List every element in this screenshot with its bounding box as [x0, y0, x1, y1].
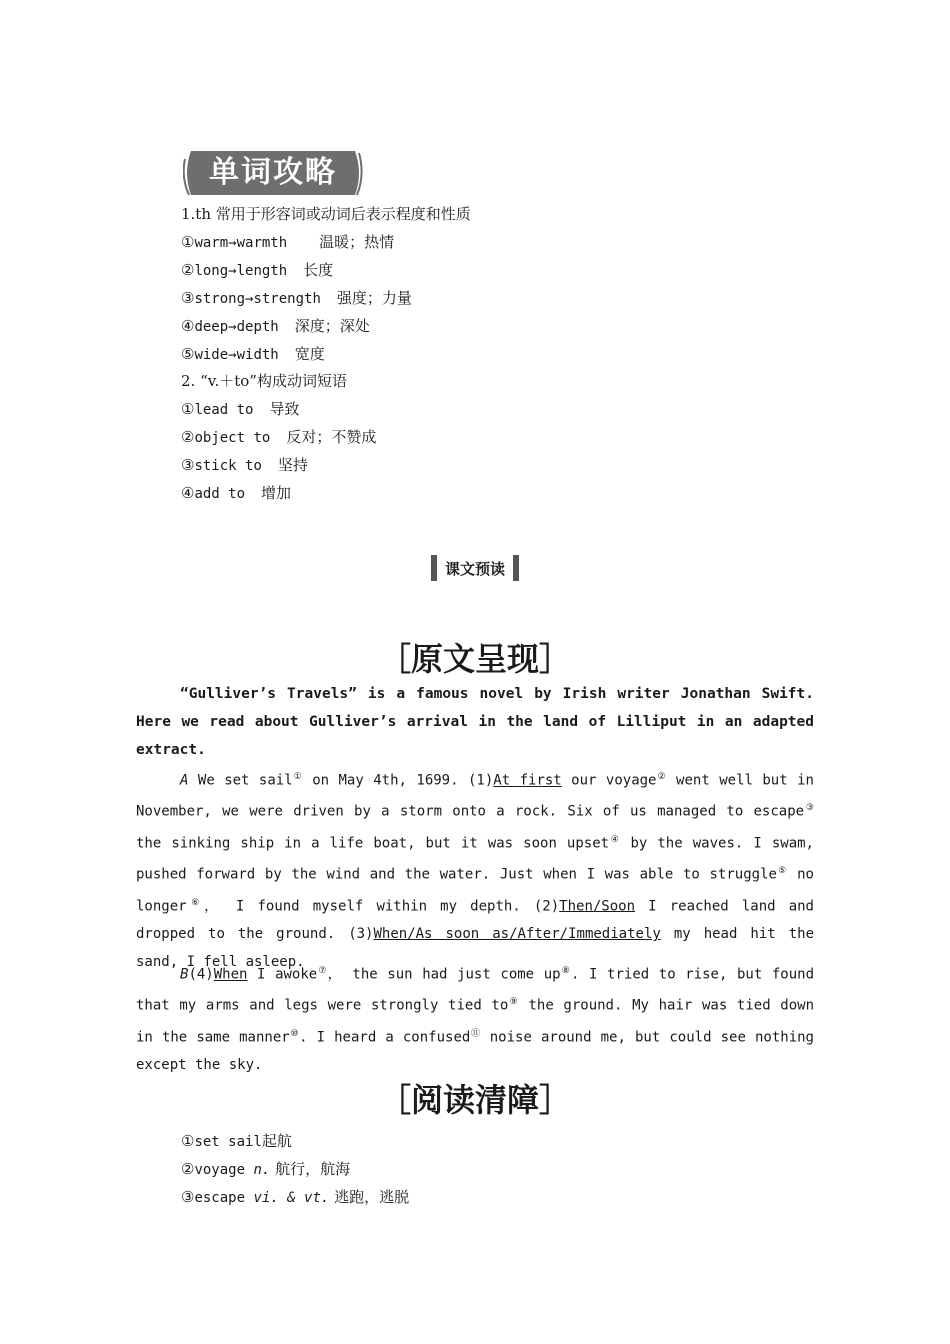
paragraph-label: A [180, 772, 189, 789]
footnote-marker: ② [656, 772, 667, 782]
footnote-marker: ⑦ [317, 966, 328, 976]
section-tag [0, 555, 950, 581]
heading-reading-notes: ［阅读清障］ [378, 1081, 571, 1119]
intro-paragraph [136, 681, 814, 764]
footnote-marker: ⑪ [470, 1028, 481, 1039]
vocab-item [181, 231, 394, 252]
text-run: We set sail [188, 772, 293, 789]
paragraph-b [136, 958, 814, 1080]
vocab-meaning: 强度；力量 [336, 289, 412, 307]
intro-text: “Gulliver’s Travels” is a famous novel by Irish writer Jonathan Swift. Here we read about Gulliver’s arrival in the land of Lilliput in an adapted extract. [136, 686, 814, 758]
footnote-marker: ③ [804, 803, 814, 814]
text-run: I awoke [247, 966, 318, 983]
text-run: ， the sun had just come up [327, 966, 561, 983]
footnote-marker: ⑥ [186, 897, 205, 908]
note-word: escape [194, 1190, 254, 1206]
text-run: the sinking ship in a life boat, but it was soon upset [136, 835, 610, 852]
text-run: the ground. My hair was tied down in the same manner [136, 998, 814, 1046]
note-pos: vi. & vt. [253, 1190, 330, 1206]
vocab-pair: strong→strength [194, 291, 321, 307]
text-run: . I heard a confused [299, 1029, 471, 1046]
footnote-marker: ⑧ [560, 966, 571, 976]
vocab-item [181, 287, 412, 308]
text-run: ， I found myself within my depth. (2) [204, 898, 560, 915]
answer-blank: At first [493, 772, 562, 789]
text-run: on May 4th, 1699. (1) [302, 772, 494, 789]
vocab-item [181, 482, 291, 503]
tag-bar-left [431, 555, 437, 581]
vocab-pair: lead to [194, 402, 254, 418]
text-run: our voyage [561, 772, 657, 789]
vocab-num: ① [181, 233, 195, 251]
footnote-marker: ① [292, 772, 303, 782]
vocab-pair: wide→width [194, 347, 279, 363]
vocab-num: ⑤ [181, 345, 195, 363]
vocab-num: ② [181, 261, 195, 279]
note-item [181, 1130, 292, 1151]
vocab-meaning: 温暖；热情 [319, 233, 395, 251]
note-num: ① [181, 1132, 195, 1150]
vocab-meaning: 导致 [269, 400, 300, 418]
vocab-num: ③ [181, 289, 195, 307]
vocab-num: ④ [181, 317, 195, 335]
text-run: noise around me, but could see nothing except the sky. [136, 1029, 814, 1074]
note-item [181, 1158, 350, 1179]
section-tag-label: 课文预读 [444, 559, 505, 578]
text-run: went well but in November, we were driven by a storm onto a rock. Six of us managed to escape [136, 772, 814, 821]
vocab-meaning: 长度 [303, 261, 334, 279]
vocab-meaning: 增加 [261, 484, 292, 502]
vocab-pair: long→length [194, 263, 288, 279]
note-pos: n. [253, 1162, 271, 1178]
vocab-meaning: 坚持 [277, 456, 308, 474]
vocab-item [181, 259, 333, 280]
vocab-pair: object to [194, 430, 271, 446]
vocab-num: ③ [181, 456, 195, 474]
text-run: no longer [136, 867, 814, 915]
note-meaning: 起航 [261, 1132, 292, 1150]
footnote-marker: ⑤ [776, 866, 788, 877]
answer-blank: When/As soon as/After/Immediately [373, 926, 661, 943]
note-word: set sail [194, 1134, 262, 1150]
answer-blank: When [213, 966, 248, 983]
paragraph-label: B [180, 966, 189, 983]
text-run: by the waves. I swam, pushed forward by the wind and the water. Just when I was able to struggle [136, 835, 814, 884]
note-num: ② [181, 1160, 195, 1178]
vocab-num: ① [181, 400, 195, 418]
footnote-marker: ⑨ [508, 997, 519, 1008]
banner-title: 单词攻略 [209, 155, 337, 190]
note-word: voyage [194, 1162, 254, 1178]
vocab-group1-title: 1.th 常用于形容词或动词后表示程度和性质 [181, 205, 471, 223]
paragraph-a [136, 764, 814, 977]
vocab-item [181, 398, 299, 419]
footnote-marker: ⑩ [289, 1028, 300, 1039]
vocab-pair: warm→warmth [194, 235, 288, 251]
vocab-group2-title: 2. “v.＋to”构成动词短语 [181, 372, 347, 390]
vocab-item [181, 343, 325, 364]
vocab-pair: stick to [194, 458, 262, 474]
vocab-meaning: 深度；深处 [294, 317, 370, 335]
note-num: ③ [181, 1188, 195, 1206]
vocab-item [181, 426, 376, 447]
vocab-num: ② [181, 428, 195, 446]
text-run: I reached land and dropped to the ground. (3) [136, 898, 814, 943]
vocab-pair: deep→depth [194, 319, 279, 335]
answer-blank: Then/Soon [559, 898, 636, 915]
text-run: . I tried to rise, but found that my arms and legs were strongly tied to [136, 966, 815, 1015]
heading-original-text: ［原文呈现］ [378, 640, 571, 678]
footnote-marker: ④ [609, 834, 621, 845]
text-run: (4) [188, 966, 214, 983]
text-run: my head hit the sand, I fell asleep. [136, 926, 815, 971]
vocab-meaning: 反对；不赞成 [286, 428, 377, 446]
vocab-item [181, 315, 370, 336]
section-banner [183, 147, 363, 199]
note-item [181, 1186, 409, 1207]
vocab-num: ④ [181, 484, 195, 502]
tag-bar-right [513, 555, 519, 581]
note-meaning: 逃跑，逃脱 [329, 1188, 410, 1206]
vocab-pair: add to [194, 486, 246, 502]
vocab-item [181, 454, 308, 475]
note-meaning: 航行，航海 [270, 1160, 351, 1178]
vocab-meaning: 宽度 [294, 345, 325, 363]
